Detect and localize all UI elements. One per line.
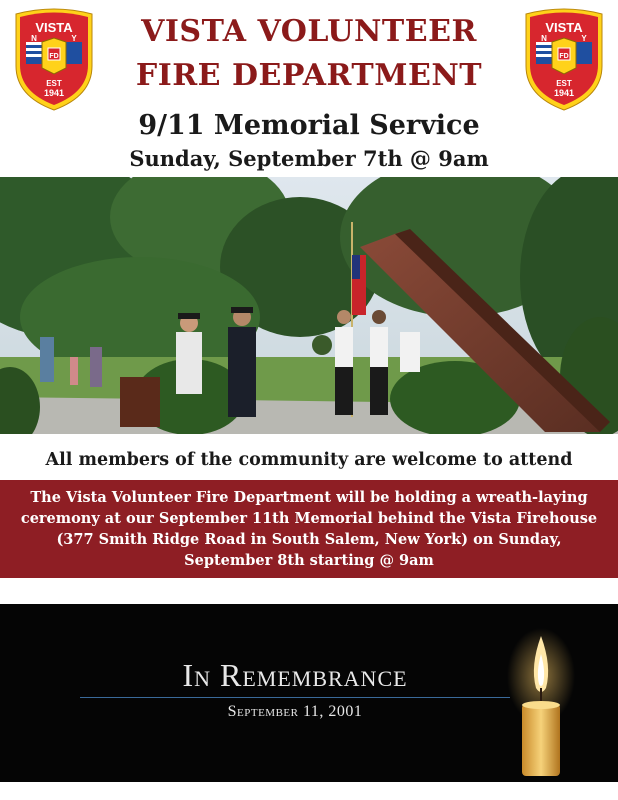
candle-icon [506,626,576,778]
title-line-1: VISTA VOLUNTEER [141,14,477,49]
patch-state-n: N [541,34,547,43]
patch-top-text: VISTA [545,20,583,35]
patch-center-letters: FD [559,53,569,60]
remembrance-panel [0,604,618,782]
patch-est: EST [46,79,62,88]
patch-state-y: Y [581,34,587,43]
vista-fd-patch-logo-right [522,8,606,112]
memorial-ceremony-photo [0,177,618,434]
patch-est: EST [556,79,572,88]
remembrance-title: In Remembrance [182,657,408,693]
remembrance-date: September 11, 2001 [227,703,363,720]
patch-state-y: Y [71,34,77,43]
patch-year: 1941 [43,88,65,98]
patch-year: 1941 [553,88,575,98]
title-line-2: FIRE DEPARTMENT [135,58,483,93]
announcement-text: The Vista Volunteer Fire Department will be holding a wreath-laying ceremony at our September 11th Memorial behind the Vista Firehouse (377 Smith Ridge Road in South Salem, New York) on Sunday, September 8th starting @ 9am [20,489,598,569]
patch-top-text: VISTA [35,20,73,35]
vista-fd-patch-logo-left [12,8,96,112]
patch-state-n: N [31,34,37,43]
announcement-banner [0,480,618,578]
community-welcome-text: All members of the community are welcome to attend [45,450,573,470]
remembrance-divider [80,697,510,698]
event-subtitle: 9/11 Memorial Service [138,110,480,141]
event-datetime: Sunday, September 7th @ 9am [129,146,489,171]
patch-center-letters: FD [49,53,59,60]
